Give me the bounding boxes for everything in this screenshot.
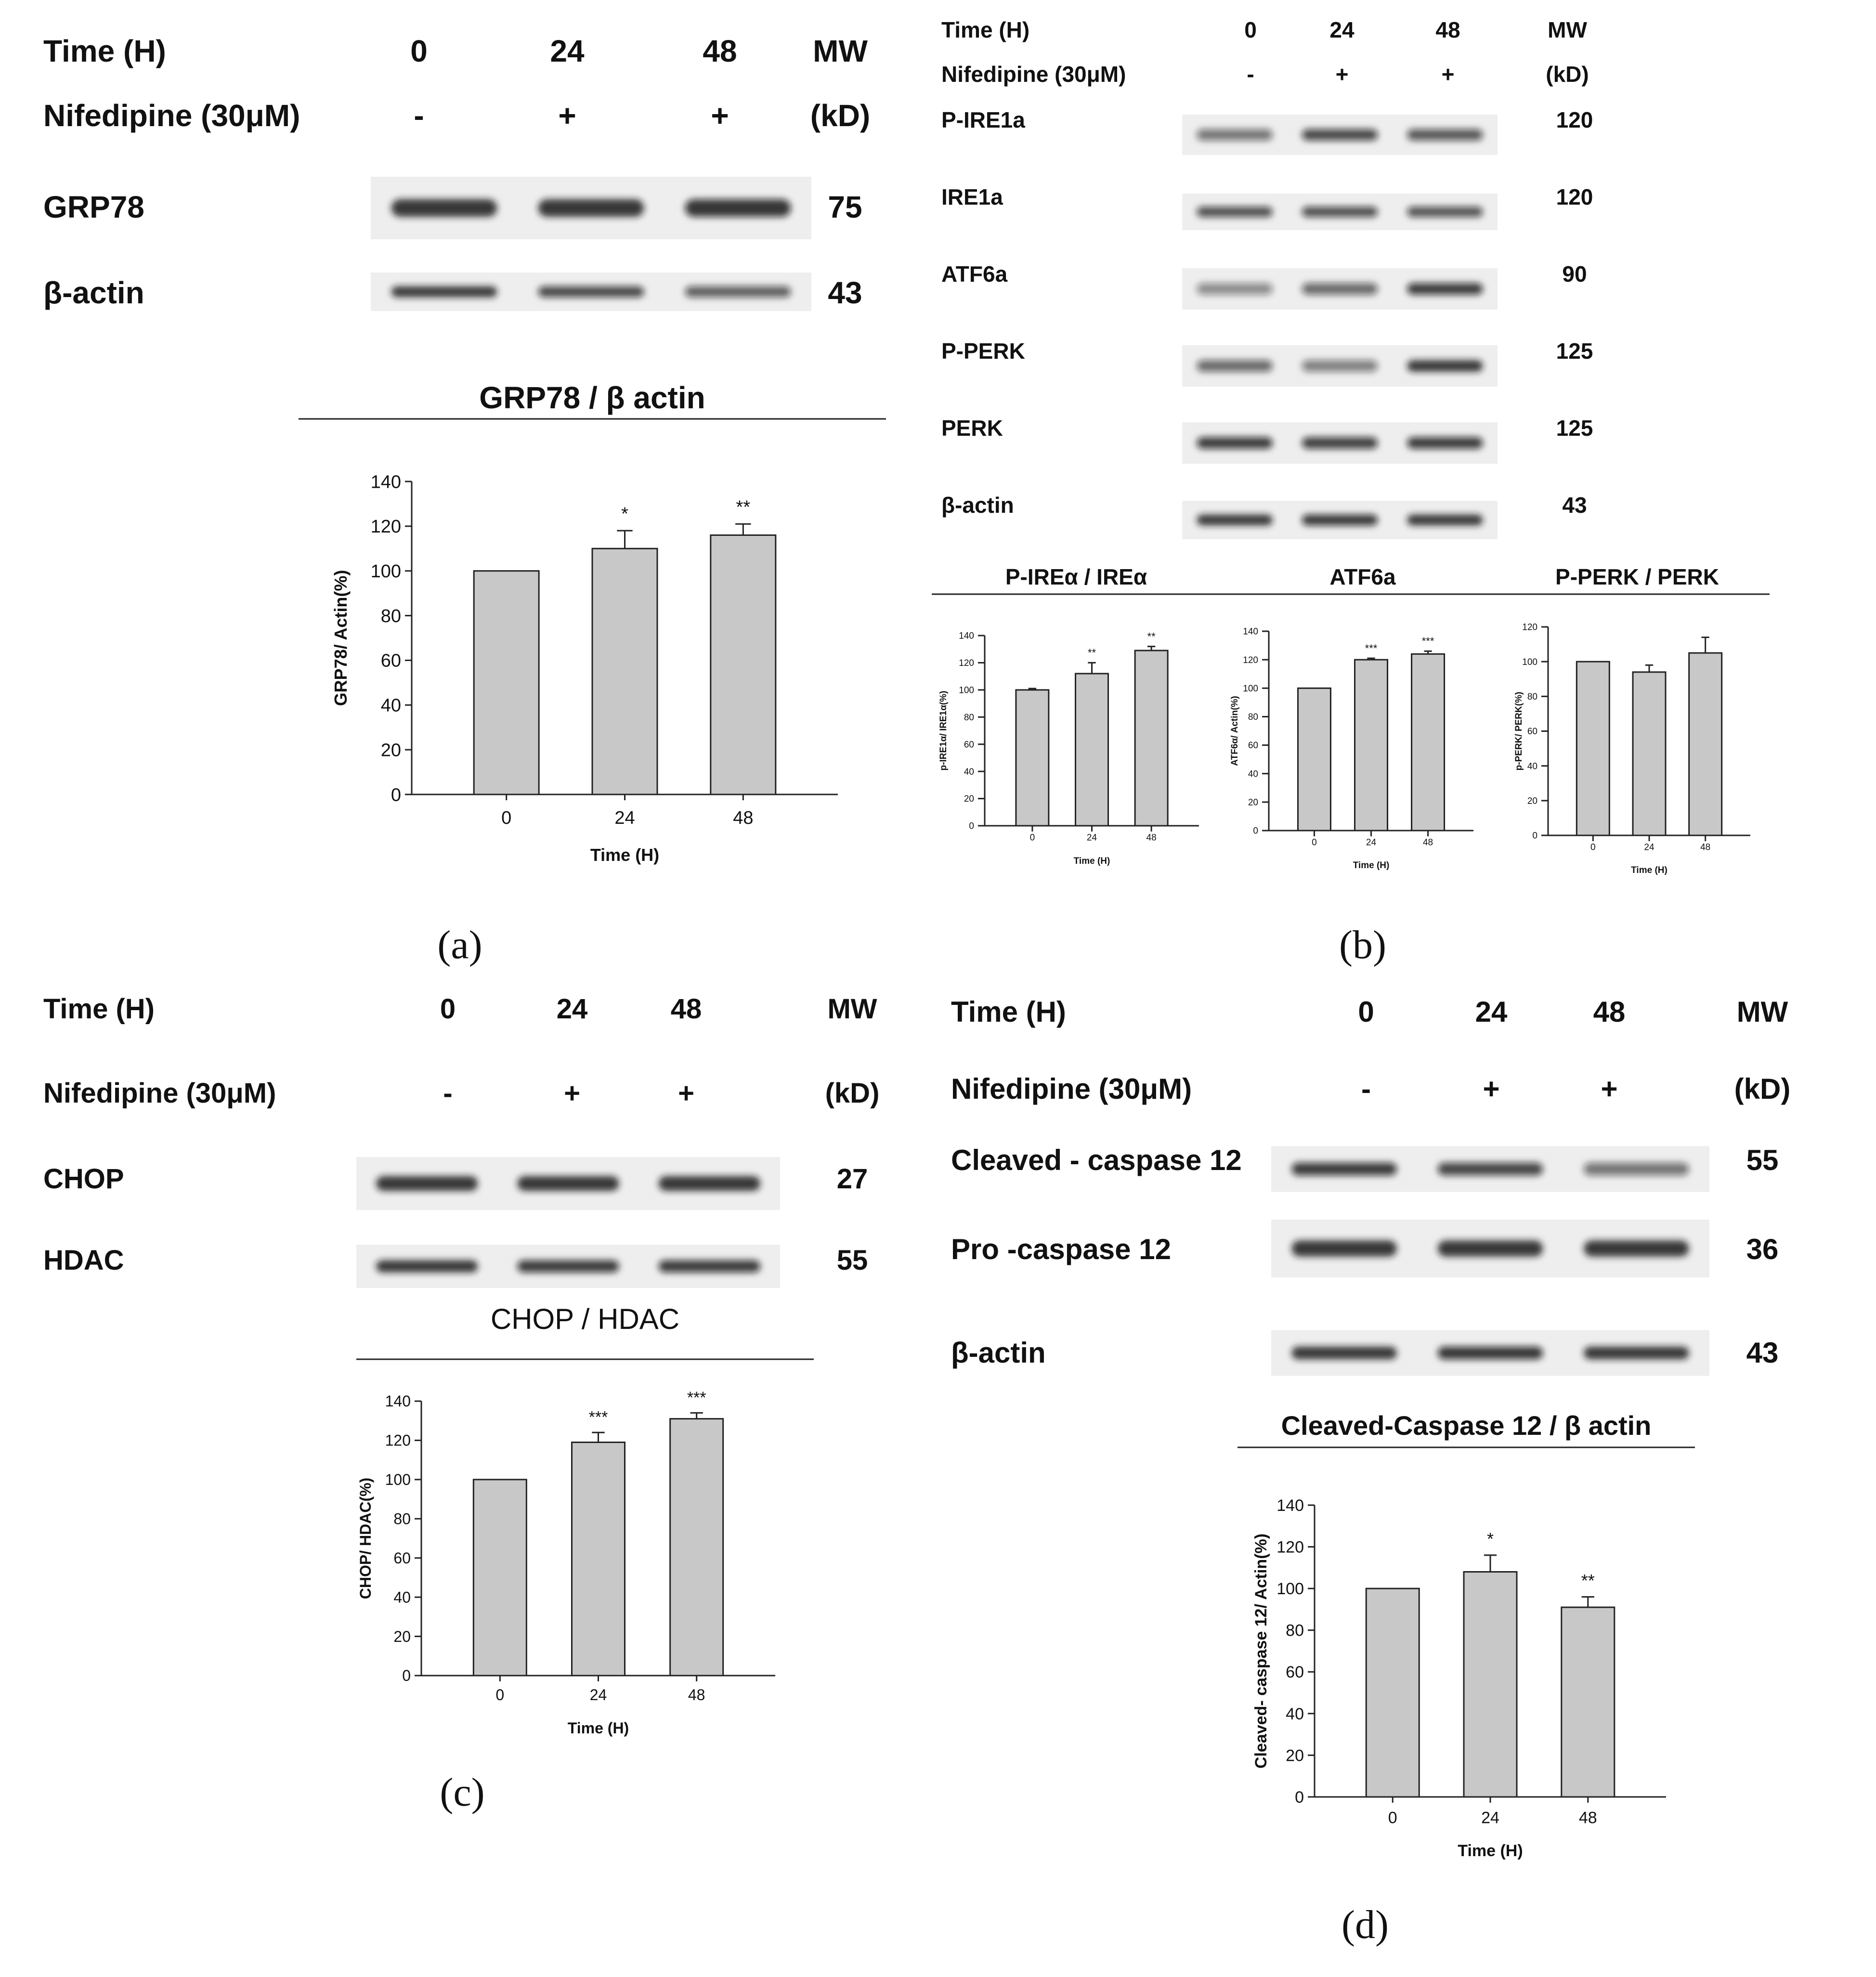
blot-band [538,199,644,217]
x-tick-label: 0 [1388,1808,1397,1827]
y-tick-label: 20 [380,740,401,761]
y-tick-label: 100 [370,561,401,582]
bar-chart [356,1303,814,1737]
x-axis-label: Time (H) [1353,860,1390,871]
time-value: 24 [1329,17,1355,42]
treatment-sign: + [564,1078,580,1109]
blot-band [1302,283,1378,295]
blot-strip [356,1157,780,1210]
blot-band [1302,360,1378,372]
blot-band [1407,515,1483,525]
y-tick-label: 120 [385,1431,411,1449]
blot-band [391,199,497,217]
blot-band [1584,1347,1689,1360]
x-tick-label: 48 [1146,832,1157,843]
time-label: Time (H) [951,996,1066,1028]
y-tick-label: 80 [1527,691,1537,702]
bar [1576,662,1609,835]
blot-band [1197,360,1273,372]
time-label: Time (H) [43,34,166,68]
mw-unit: (kD) [810,98,871,133]
y-tick-label: 120 [1243,655,1258,665]
blot-strip [356,1245,780,1288]
blot-mw-value: 55 [1746,1144,1779,1176]
y-tick-label: 140 [1243,626,1258,637]
blot-strip [1182,115,1498,155]
treatment-sign: - [443,1078,453,1109]
chart-title: GRP78 / β actin [479,380,705,415]
blot-band [1197,437,1273,449]
bar [1135,650,1168,826]
bar [1298,688,1330,831]
x-tick-label: 0 [495,1686,505,1704]
x-tick-label: 0 [1029,832,1035,843]
y-tick-label: 20 [1286,1746,1304,1765]
y-tick-label: 100 [1243,683,1258,694]
mw-unit: (kD) [825,1078,880,1109]
blot-band [1407,283,1483,295]
y-tick-label: 80 [964,712,974,723]
significance-mark: *** [1365,642,1378,654]
bar [1689,653,1722,835]
blot-band [517,1176,619,1191]
y-tick-label: 0 [402,1667,411,1685]
treatment-sign: - [1247,62,1254,87]
bar [474,571,539,794]
time-value: 48 [1593,996,1626,1028]
y-tick-label: 120 [959,658,974,669]
y-tick-label: 60 [1527,727,1537,737]
blot-strip [1182,345,1498,387]
x-tick-label: 0 [1590,842,1596,853]
y-tick-label: 0 [969,821,974,832]
y-tick-label: 80 [1286,1621,1304,1640]
blot-band [1291,1347,1396,1360]
blot-strip [1182,422,1498,464]
treatment-sign: + [711,98,729,133]
blot-band [538,286,644,297]
time-value: 0 [410,34,428,68]
significance-mark: ** [1581,1570,1595,1590]
y-tick-label: 40 [1248,769,1258,780]
y-tick-label: 20 [393,1627,411,1645]
y-tick-label: 140 [385,1392,411,1410]
blot-band [1302,129,1378,141]
panel-label: (b) [1339,923,1386,967]
x-tick-label: 48 [688,1686,705,1704]
blot-band [1197,207,1273,217]
x-tick-label: 24 [1366,837,1377,848]
blot-band [685,199,791,217]
y-tick-label: 0 [1532,831,1537,841]
y-tick-label: 40 [964,767,974,777]
mw-label: MW [827,993,877,1025]
x-axis-label: Time (H) [567,1719,629,1737]
bar [711,535,776,794]
panel-label: (a) [437,923,482,967]
blot-band [659,1260,760,1272]
blot-strip [1271,1330,1709,1376]
bar [592,548,657,794]
y-tick-label: 20 [964,794,974,805]
y-tick-label: 100 [385,1471,411,1489]
significance-mark: *** [1421,635,1434,648]
y-tick-label: 0 [391,785,401,806]
bar-chart [1238,1410,1695,1860]
time-value: 48 [1435,17,1460,42]
blot-strip [1182,268,1498,310]
time-value: 24 [1475,996,1508,1028]
x-tick-label: 48 [1422,837,1433,848]
blot-mw-value: 75 [828,190,862,224]
y-tick-label: 80 [1248,712,1258,723]
y-tick-label: 120 [1522,622,1537,633]
bar [1366,1588,1419,1797]
x-tick-label: 0 [1312,837,1317,848]
blot-mw-value: 27 [836,1163,868,1195]
treatment-sign: + [1441,62,1455,87]
y-tick-label: 0 [1253,826,1258,836]
bar-chart [1505,564,1770,875]
blot-band [1197,515,1273,525]
blot-band [1438,1347,1543,1360]
blot-band [1438,1240,1543,1257]
y-axis-label: GRP78/ Actin(%) [331,570,351,706]
x-axis-label: Time (H) [1631,865,1668,875]
blot-band [517,1260,619,1272]
treatment-sign: + [1601,1073,1618,1105]
treatment-sign: + [1483,1073,1500,1105]
significance-mark: ** [1147,630,1156,643]
y-tick-label: 120 [370,517,401,537]
blot-band [1584,1163,1689,1176]
x-tick-label: 24 [1086,832,1097,843]
blot-label: β-actin [43,275,144,310]
time-value: 0 [440,993,456,1025]
blot-band [1291,1240,1396,1257]
blot-band [376,1176,478,1191]
x-tick-label: 24 [1644,842,1655,853]
bar [1412,654,1445,831]
x-tick-label: 48 [733,807,754,828]
blot-strip [371,273,811,311]
bar [1076,674,1108,826]
y-tick-label: 80 [380,606,401,626]
blot-mw-value: 125 [1556,338,1593,364]
bar [1633,672,1666,835]
y-tick-label: 140 [959,631,974,641]
x-tick-label: 48 [1578,1808,1597,1827]
blot-band [659,1176,760,1191]
blot-strip [1271,1146,1709,1192]
treatment-sign: - [414,98,424,133]
y-tick-label: 60 [1286,1663,1304,1682]
significance-mark: * [1486,1529,1494,1549]
y-axis-label: Cleaved- caspase 12/ Actin(%) [1252,1533,1270,1769]
mw-label: MW [1736,996,1788,1028]
y-tick-label: 40 [1527,761,1537,772]
x-axis-label: Time (H) [1458,1842,1523,1860]
chart-title: ATF6a [1329,564,1396,589]
blot-mw-value: 90 [1562,261,1587,286]
blot-label: HDAC [43,1245,124,1276]
treatment-sign: + [678,1078,694,1109]
y-tick-label: 60 [380,650,401,671]
y-axis-label: p-IRE1α/ IRE1α(%) [938,690,949,771]
y-tick-label: 120 [1277,1538,1304,1557]
blot-band [1291,1163,1396,1176]
blot-label: β-actin [941,493,1014,518]
blot-label: Pro -caspase 12 [951,1233,1171,1265]
time-value: 0 [1244,17,1257,42]
blot-strip [371,177,811,239]
blot-band [376,1260,478,1272]
significance-mark: *** [687,1389,706,1407]
blot-mw-value: 43 [1746,1337,1779,1369]
blot-strip [1271,1220,1709,1277]
time-label: Time (H) [43,993,155,1025]
treatment-label: Nifedipine (30μM) [941,62,1126,87]
blot-label: β-actin [951,1337,1046,1369]
time-value: 48 [703,34,737,68]
treatment-label: Nifedipine (30μM) [951,1073,1192,1105]
blot-band [1584,1240,1689,1257]
blot-band [1197,129,1273,141]
blot-label: PERK [941,416,1003,441]
panel-label: (d) [1342,1902,1389,1947]
mw-unit: (kD) [1546,62,1589,87]
treatment-sign: - [1361,1073,1371,1105]
time-value: 24 [556,993,588,1025]
blot-label: P-PERK [941,338,1025,364]
blot-band [1302,515,1378,525]
treatment-label: Nifedipine (30μM) [43,1078,276,1109]
chart-title: CHOP / HDAC [490,1303,680,1335]
bar-chart [1221,564,1505,871]
y-tick-label: 40 [380,695,401,716]
panel-label: (c) [440,1770,485,1815]
blot-mw-value: 120 [1556,107,1593,132]
treatment-label: Nifedipine (30μM) [43,98,300,133]
blot-strip [1182,194,1498,230]
x-axis-label: Time (H) [1073,856,1110,866]
treatment-sign: + [558,98,576,133]
bar [1016,690,1049,826]
blot-mw-value: 43 [1562,493,1587,518]
treatment-sign: + [1335,62,1349,87]
mw-label: MW [813,34,868,68]
blot-band [1407,129,1483,141]
bar-chart [299,380,886,865]
blot-band [1407,360,1483,372]
blot-mw-value: 55 [836,1245,868,1276]
bar [670,1419,723,1676]
bar [473,1480,526,1676]
bar [572,1443,625,1676]
chart-title: Cleaved-Caspase 12 / β actin [1281,1410,1652,1441]
blot-mw-value: 43 [828,275,862,310]
x-tick-label: 0 [501,807,512,828]
chart-title: P-IREα / IREα [1005,564,1147,589]
blot-band [1302,207,1378,217]
y-axis-label: p-PERK/ PERK(%) [1514,691,1524,771]
x-tick-label: 48 [1700,842,1711,853]
blot-band [1438,1163,1543,1176]
blot-label: CHOP [43,1163,124,1195]
y-tick-label: 40 [393,1588,411,1606]
mw-unit: (kD) [1734,1073,1791,1105]
blot-label: IRE1a [941,184,1003,209]
time-label: Time (H) [941,17,1030,42]
blot-band [1407,207,1483,217]
y-tick-label: 60 [1248,741,1258,751]
y-tick-label: 40 [1286,1704,1304,1723]
blot-label: ATF6a [941,261,1008,286]
blot-label: GRP78 [43,190,144,224]
blot-mw-value: 125 [1556,416,1593,441]
blot-band [1407,437,1483,449]
y-tick-label: 60 [393,1549,411,1567]
x-tick-label: 24 [614,807,635,828]
y-tick-label: 20 [1248,797,1258,808]
bar [1355,660,1388,831]
y-axis-label: ATF6α/ Actin(%) [1230,696,1240,766]
x-axis-label: Time (H) [590,845,660,865]
time-value: 24 [550,34,585,68]
blot-band [685,286,791,297]
bar-chart [932,564,1221,866]
y-tick-label: 100 [959,685,974,696]
mw-label: MW [1548,17,1587,42]
chart-title: P-PERK / PERK [1555,564,1719,589]
significance-mark: ** [736,497,751,518]
bar [1464,1572,1517,1797]
blot-label: P-IRE1a [941,107,1025,132]
blot-mw-value: 120 [1556,184,1593,209]
blot-band [391,286,497,297]
y-tick-label: 60 [964,740,974,750]
blot-strip [1182,501,1498,539]
x-tick-label: 24 [589,1686,607,1704]
y-tick-label: 140 [370,472,401,493]
time-value: 48 [670,993,702,1025]
significance-mark: ** [1087,647,1096,659]
y-tick-label: 20 [1527,796,1537,806]
y-axis-label: CHOP/ HDAC(%) [357,1477,374,1600]
y-tick-label: 100 [1277,1580,1304,1599]
blot-band [1197,283,1273,295]
y-tick-label: 140 [1277,1496,1304,1515]
bar [1562,1607,1615,1797]
time-value: 0 [1358,996,1374,1028]
significance-mark: * [621,504,628,524]
blot-mw-value: 36 [1746,1233,1779,1265]
blot-band [1302,437,1378,449]
y-tick-label: 0 [1295,1788,1304,1807]
x-tick-label: 24 [1481,1808,1499,1827]
y-tick-label: 100 [1522,657,1537,667]
blot-label: Cleaved - caspase 12 [951,1144,1242,1176]
y-tick-label: 80 [393,1510,411,1528]
significance-mark: *** [588,1408,608,1427]
